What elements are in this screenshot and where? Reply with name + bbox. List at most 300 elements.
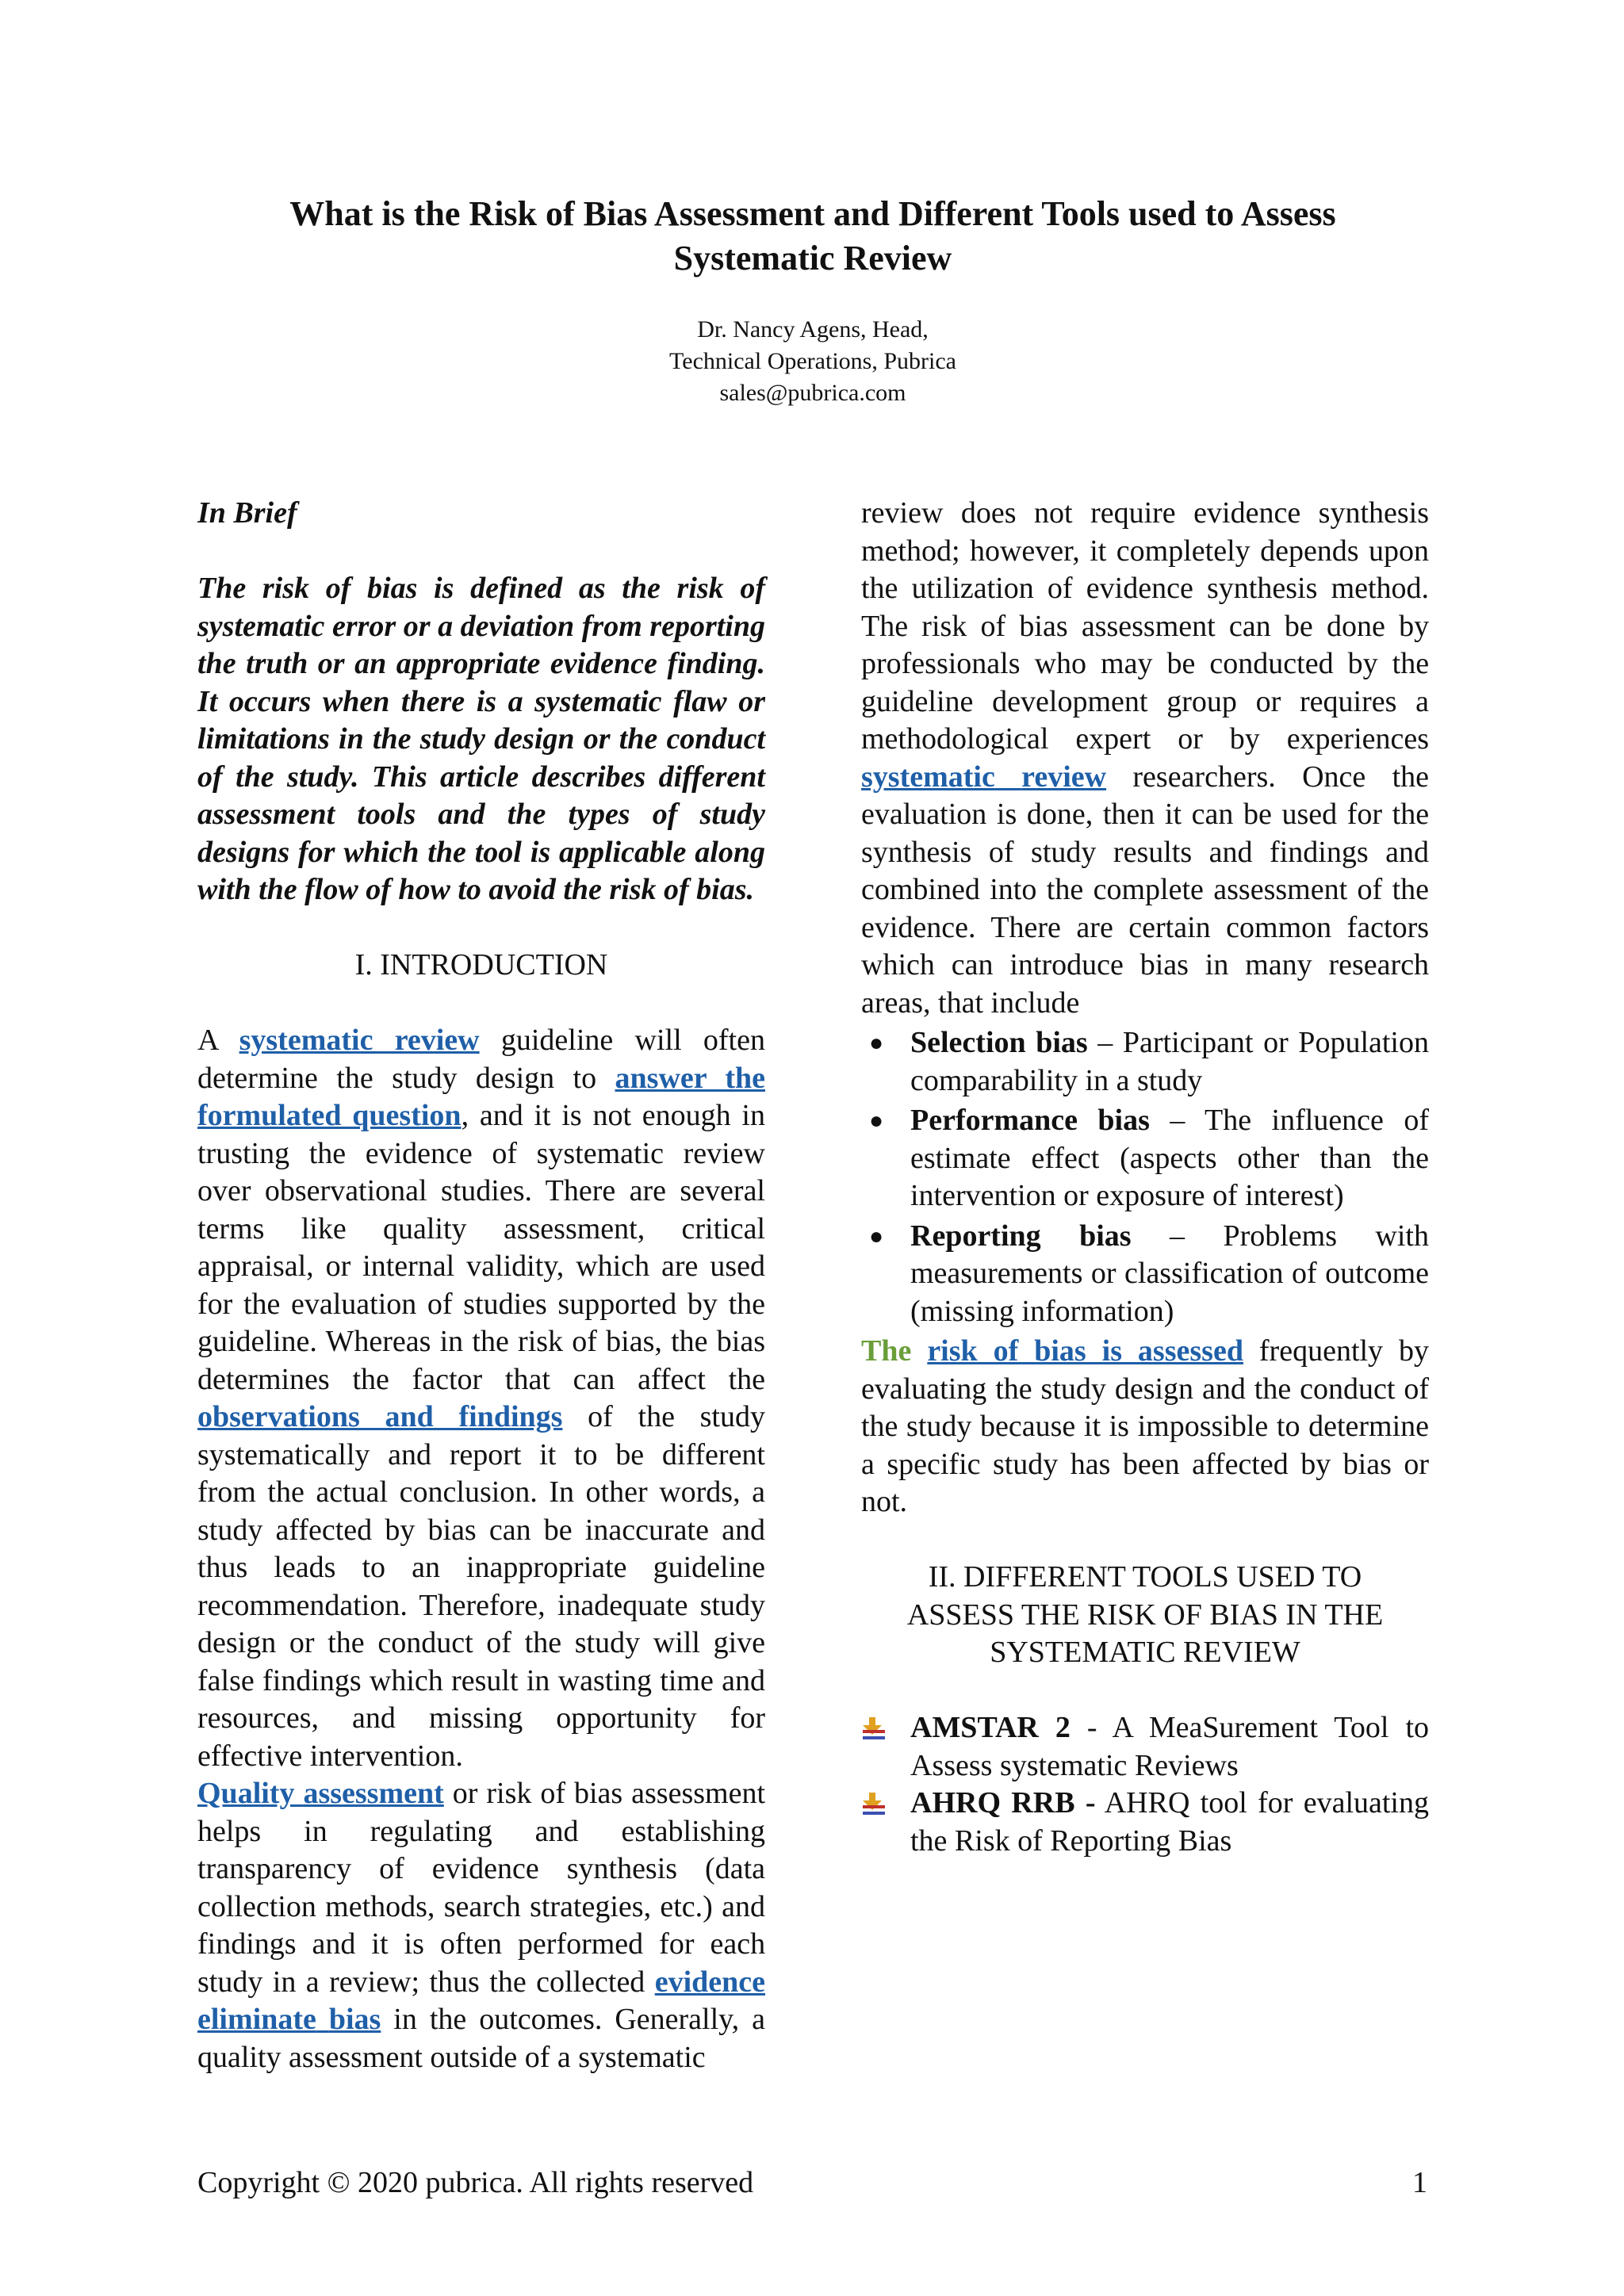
link-systematic-review[interactable]: systematic review	[239, 1024, 480, 1057]
text-run: systematic	[578, 2040, 706, 2074]
intro-heading: I. INTRODUCTION	[354, 948, 608, 982]
text-run: strategies,	[530, 1889, 652, 1923]
text-run: , and it is not enough in trusting the evidence of systematic review over observational studies. There are several terms like quality assessment, critical appraisal, or internal validity, which are used for the evaluation of studies supported by the guideline. Whereas in the risk of bias, the bias determines the factor that can affect the	[197, 1099, 765, 1396]
text-run: collected	[536, 1965, 645, 1999]
arrow-bullet-icon	[861, 1717, 888, 1741]
text-run	[502, 1927, 518, 1961]
text-run: establishing	[621, 1814, 766, 1848]
right-column	[861, 495, 1429, 1860]
text-run: evidence	[1193, 496, 1301, 530]
text-run	[282, 2041, 289, 2074]
text-run	[1204, 873, 1213, 906]
text-run: and	[534, 1814, 579, 1848]
brief-text: The risk of bias is defined as the risk of systematic error or a deviation from reporting the truth or an appropriate evidence finding. It occurs when there is a systematic flaw or limitations in the study design or the conduct of the study. This article describes different assessment tools and the types of study designs for which the tool is applicable along with the flow of how to avoid the risk of bias.	[197, 572, 765, 906]
text-run	[976, 911, 991, 944]
text-run: is	[996, 798, 1017, 831]
text-run: of	[1357, 873, 1383, 906]
text-run: of	[379, 1852, 404, 1885]
text-run	[1396, 685, 1415, 718]
text-run: etc.)	[660, 1889, 713, 1923]
bias-term: Selection bias	[910, 1026, 1088, 1059]
text-run	[419, 1965, 429, 1999]
text-run	[1203, 722, 1230, 756]
text-run	[1073, 572, 1086, 605]
text-run: into	[990, 873, 1037, 906]
tool-desc: - A MeaSurement Tool to Assess systematic Reviews	[910, 1711, 1429, 1782]
text-run: it	[1164, 798, 1182, 831]
text-run	[435, 1890, 443, 1923]
text-run	[1048, 722, 1075, 756]
text-run: research	[1328, 948, 1430, 982]
text-run: performed	[517, 1927, 644, 1961]
text-run	[1382, 873, 1392, 906]
bias-term: Reporting bias	[910, 1219, 1132, 1253]
text-run: not	[1034, 496, 1073, 530]
text-run	[579, 1815, 622, 1848]
link-answer-formulated-question[interactable]: answer the formulated question	[197, 1061, 765, 1132]
text-run	[1151, 722, 1178, 756]
text-run: and	[1208, 835, 1253, 869]
bias-desc: – The influence of estimate effect (aspects other than the intervention or exposure of interest)	[910, 1104, 1429, 1212]
link-systematic-review-2[interactable]: review	[1021, 760, 1107, 794]
text-run: search	[443, 1889, 521, 1923]
text-run	[1369, 836, 1386, 869]
text-run	[1005, 610, 1019, 643]
text-run: certain	[1128, 910, 1211, 944]
link-systematic-review-2[interactable]: systematic	[861, 760, 995, 794]
text-run	[1017, 798, 1027, 831]
text-run: the	[1046, 873, 1084, 906]
text-run: helps	[197, 1814, 262, 1848]
text-run	[1106, 760, 1132, 794]
text-run: risk	[921, 609, 967, 643]
text-run: results	[1113, 835, 1193, 869]
text-run	[1317, 572, 1331, 605]
text-run	[1021, 647, 1035, 680]
text-run: used	[1281, 798, 1338, 831]
bias-desc: – Participant or Population comparability in a study	[910, 1026, 1429, 1097]
text-run: be	[1166, 647, 1196, 680]
text-run: complete	[1093, 873, 1204, 906]
intro-paragraph-2	[197, 1775, 765, 2076]
text-run	[1152, 647, 1166, 680]
text-run	[943, 496, 960, 530]
text-run: for	[659, 1927, 695, 1961]
paper-title-line1: What is the Risk of Bias Assessment and Different Tools used to Assess	[289, 194, 1336, 233]
text-run	[1124, 948, 1140, 982]
text-run: by	[1399, 609, 1430, 643]
text-run: and	[312, 1927, 356, 1961]
text-run: of	[980, 609, 1006, 643]
text-run: is	[404, 1927, 424, 1961]
text-run	[935, 948, 952, 982]
text-run	[521, 1890, 530, 1923]
text-run	[643, 1927, 659, 1961]
text-run	[565, 1777, 574, 1810]
text-run: often	[439, 1927, 502, 1961]
intro-paragraph-1	[197, 1022, 765, 1775]
text-run	[1096, 836, 1113, 869]
bias-desc: – Problems with measurements or classification of outcome (missing information)	[910, 1219, 1429, 1328]
text-run	[983, 986, 991, 1020]
text-run: review	[861, 496, 944, 530]
link-observations-and-findings[interactable]: observations and findings	[197, 1400, 563, 1433]
text-run	[1365, 760, 1392, 794]
text-run	[1093, 798, 1103, 831]
text-run	[1014, 836, 1032, 869]
bullet-icon: ●	[869, 1030, 884, 1056]
text-run	[1331, 911, 1346, 944]
text-run: development	[992, 684, 1148, 718]
text-run	[1260, 722, 1287, 756]
text-run	[531, 1777, 540, 1810]
link-quality-assessment[interactable]: Quality	[197, 1777, 295, 1810]
text-run: evaluation	[861, 798, 987, 831]
text-run	[381, 2003, 393, 2036]
text-run: synthesis	[1318, 496, 1430, 530]
text-run	[1106, 534, 1116, 568]
text-run: findings	[197, 1927, 297, 1961]
text-run	[1113, 911, 1128, 944]
link-evidence-eliminate-bias[interactable]	[316, 2003, 329, 2036]
text-run	[1378, 647, 1392, 680]
paper-title	[198, 192, 1427, 281]
text-run	[1034, 572, 1048, 605]
text-run	[480, 1965, 489, 1999]
text-run: can	[1191, 798, 1234, 831]
text-run: by	[1229, 722, 1260, 756]
text-run: transparency	[197, 1852, 352, 1885]
text-run	[1276, 760, 1302, 794]
text-run: methods,	[325, 1889, 435, 1923]
text-run: Once	[1302, 760, 1366, 794]
text-run	[296, 1965, 305, 1999]
text-run	[694, 1927, 710, 1961]
text-run: a	[557, 2040, 571, 2074]
text-run	[492, 1815, 535, 1848]
text-run	[1300, 496, 1318, 530]
text-run	[651, 1890, 660, 1923]
text-run	[477, 1777, 486, 1810]
text-run	[908, 610, 921, 643]
text-run: done	[1326, 609, 1385, 643]
text-run: the	[861, 572, 898, 605]
text-run: thus	[429, 1965, 480, 1999]
text-run: methodological	[861, 722, 1049, 756]
heading-line: SYSTEMATIC REVIEW	[990, 1636, 1300, 1669]
text-run: of	[988, 835, 1014, 869]
text-run	[622, 1777, 631, 1810]
text-run	[550, 2041, 557, 2074]
text-run: expert	[1075, 722, 1151, 756]
list-item	[861, 1024, 1429, 1100]
text-run	[1359, 534, 1369, 568]
text-run	[1253, 836, 1270, 869]
link-evidence-eliminate-bias[interactable]: eliminate	[197, 2003, 316, 2036]
text-run: many	[1245, 948, 1312, 982]
text-run	[571, 2041, 579, 2074]
text-run: and	[1385, 835, 1429, 869]
text-run: The	[861, 609, 909, 643]
text-run: bias	[573, 1777, 623, 1810]
text-run: synthesis	[861, 835, 972, 869]
text-run: A	[197, 1024, 239, 1057]
text-run	[1176, 496, 1193, 530]
text-run: are	[1076, 910, 1113, 944]
text-run	[527, 1965, 536, 1999]
text-run	[645, 1965, 654, 1999]
text-run: in	[1205, 948, 1229, 982]
bullet-icon: ●	[869, 1223, 884, 1249]
heading-line: II. DIFFERENT TOOLS USED TO	[928, 1560, 1362, 1594]
bullet-icon: ●	[869, 1108, 884, 1134]
text-run	[517, 2041, 525, 2074]
author-affiliation: Technical Operations, Pubrica	[669, 348, 956, 374]
text-run: that	[938, 985, 984, 1020]
text-run	[1061, 911, 1076, 944]
text-run	[931, 986, 939, 1020]
text-run	[1216, 610, 1229, 643]
text-run: outcomes.	[479, 2003, 603, 2036]
text-run: a	[305, 1965, 320, 1999]
link-evidence-eliminate-bias[interactable]: bias	[328, 2003, 381, 2036]
text-run: (data	[705, 1852, 765, 1885]
text-run	[713, 1890, 722, 1923]
text-run: does	[960, 496, 1017, 530]
text-run: There	[990, 910, 1061, 944]
text-run: common	[1226, 910, 1332, 944]
text-run: frequently by evaluating the study design and the conduct of the study because it is impossible to determine a specific study has been affected by bias or not.	[861, 1334, 1430, 1518]
text-run	[1334, 647, 1348, 680]
text-run	[423, 2041, 431, 2074]
list-item	[861, 1785, 1429, 1860]
tool-desc: AHRQ tool for evaluating the Risk of Reporting Bias	[910, 1786, 1429, 1858]
text-run	[327, 1815, 370, 1848]
text-run: the	[1392, 647, 1430, 680]
link-systematic-review-2[interactable]	[995, 760, 1021, 794]
text-run: bias	[1139, 948, 1189, 982]
text-run: in	[272, 1965, 297, 1999]
text-run: assessment	[289, 2040, 423, 2074]
text-run: of	[1047, 572, 1073, 605]
bias-term: Performance bias	[910, 1104, 1150, 1137]
arrow-bullet-icon	[861, 1793, 888, 1816]
intro-paragraph-3	[861, 1333, 1429, 1521]
text-run: it	[1090, 534, 1107, 568]
text-run	[539, 1852, 567, 1885]
text-run: the	[489, 1965, 527, 1999]
text-run: include	[990, 985, 1080, 1020]
text-run: guideline	[861, 684, 974, 718]
text-run	[1228, 948, 1245, 982]
text-run	[1155, 798, 1165, 831]
text-run	[1189, 948, 1205, 982]
text-run: the	[1392, 798, 1430, 831]
text-run	[1195, 647, 1209, 680]
text-run: of the study systematically and report it to be different from the actual conclusion. In other words, a study affected by bias can be inaccurate and thus leads to an inappropriate guideline recommendation. Therefore, inadequate study design or the conduct of the study will give false findings which result in wasting time and resources, and missing opportunity for effective intervention.	[197, 1400, 765, 1773]
text-run: upon	[1369, 534, 1430, 568]
text-run: regulating	[370, 1814, 492, 1848]
text-run: synthesis	[566, 1852, 678, 1885]
text-run	[466, 2003, 479, 2036]
text-run: the	[1392, 760, 1430, 794]
text-run: can	[1228, 609, 1271, 643]
text-run: evidence	[1086, 572, 1193, 605]
text-run	[262, 1965, 272, 1999]
text-run	[1080, 534, 1090, 568]
link-risk-of-bias-assessed[interactable]: risk of bias is assessed	[927, 1334, 1243, 1368]
text-run	[973, 685, 992, 718]
text-run	[1182, 798, 1192, 831]
text-run	[1272, 798, 1282, 831]
text-run	[1083, 873, 1093, 906]
text-run: outside	[430, 2040, 518, 2074]
text-run	[1073, 496, 1090, 530]
text-run: depends	[1260, 534, 1359, 568]
text-run	[320, 1965, 329, 1999]
text-run: group	[1166, 684, 1237, 718]
text-run: researchers.	[1132, 760, 1276, 794]
section2-heading	[861, 1559, 1429, 1672]
text-run	[444, 1777, 453, 1810]
text-run	[1086, 647, 1101, 680]
text-run	[1233, 798, 1243, 831]
text-run	[1147, 685, 1166, 718]
tools-list	[861, 1709, 1429, 1860]
text-run	[677, 1852, 705, 1885]
text-run: quality	[197, 2040, 282, 2074]
text-run: it	[371, 1927, 389, 1961]
text-run	[355, 1927, 371, 1961]
text-run: evidence	[431, 1852, 539, 1885]
text-run	[1312, 948, 1329, 982]
text-run	[1017, 496, 1034, 530]
text-run: for	[1346, 798, 1383, 831]
text-run: of	[540, 1777, 565, 1810]
link-quality-assessment[interactable]: assessment	[303, 1777, 444, 1810]
text-run: Generally,	[615, 2003, 740, 2036]
text-run: professionals	[861, 647, 1021, 680]
text-run	[316, 1890, 325, 1923]
text-run: by	[1347, 647, 1378, 680]
text-run	[1382, 798, 1392, 831]
text-run: who	[1034, 647, 1087, 680]
link-quality-assessment[interactable]	[294, 1777, 303, 1810]
text-run	[1251, 534, 1260, 568]
text-run: method;	[861, 534, 960, 568]
list-item	[861, 1102, 1429, 1215]
author-email: sales@pubrica.com	[719, 380, 906, 406]
text-run	[1313, 610, 1327, 643]
text-run: study	[197, 1965, 263, 1999]
text-run: and	[722, 1889, 765, 1923]
text-run: evidence.	[861, 910, 976, 944]
text-run	[389, 1927, 404, 1961]
text-run: each	[710, 1927, 766, 1961]
green-lead: The	[861, 1334, 912, 1368]
tool-name: AMSTAR 2	[910, 1711, 1071, 1744]
text-run	[261, 1815, 304, 1848]
text-run: may	[1101, 647, 1153, 680]
text-run: can	[951, 948, 994, 982]
text-run	[297, 1927, 312, 1961]
heading-line: ASSESS THE RISK OF BIAS IN THE	[906, 1598, 1384, 1632]
text-run	[1192, 836, 1209, 869]
text-run: review;	[329, 1965, 420, 1999]
text-run: or	[452, 1777, 478, 1810]
text-run: then	[1102, 798, 1155, 831]
text-run: utilization	[911, 572, 1034, 605]
text-run: study	[1031, 835, 1097, 869]
text-run: risk	[486, 1777, 532, 1810]
text-run: of	[524, 2040, 550, 2074]
text-run: be	[1243, 798, 1272, 831]
text-run: factors	[1346, 910, 1430, 944]
text-run	[1281, 685, 1300, 718]
text-run	[960, 534, 970, 568]
bias-list	[861, 1024, 1429, 1330]
text-run	[351, 1852, 379, 1885]
text-run: however,	[969, 534, 1080, 568]
text-run	[967, 610, 980, 643]
text-run	[739, 2003, 752, 2036]
text-run: synthesis	[1207, 572, 1318, 605]
text-run: bias	[1019, 609, 1068, 643]
left-column	[197, 495, 765, 2076]
text-run: be	[1284, 609, 1313, 643]
text-run: collection	[197, 1889, 316, 1923]
text-run	[1337, 798, 1347, 831]
text-run	[1385, 610, 1399, 643]
text-run: assessment	[1213, 873, 1348, 906]
link-evidence-eliminate-bias[interactable]: evidence	[654, 1965, 766, 1999]
text-run	[602, 2003, 615, 2036]
text-run: which	[861, 948, 935, 982]
text-run: areas,	[861, 985, 931, 1020]
text-run: in	[393, 2003, 417, 2036]
author-block	[198, 314, 1427, 409]
brief-heading: In Brief	[197, 496, 297, 530]
text-run: combined	[861, 873, 980, 906]
author-name: Dr. Nancy Agens, Head,	[697, 316, 929, 342]
text-run: or	[1178, 722, 1203, 756]
list-item	[861, 1709, 1429, 1785]
text-run	[1193, 572, 1207, 605]
text-run: introduce	[1009, 948, 1124, 982]
tool-name: AHRQ RRB -	[910, 1786, 1096, 1820]
text-run: experiences	[1286, 722, 1430, 756]
text-run: a	[1415, 684, 1430, 718]
text-run: done,	[1026, 798, 1094, 831]
page-number: 1	[1412, 2166, 1427, 2199]
text-run	[1211, 911, 1226, 944]
text-run: requires	[1300, 684, 1397, 718]
text-run	[424, 1927, 440, 1961]
text-run	[1237, 685, 1256, 718]
continued-paragraph	[861, 495, 1429, 1022]
text-run	[980, 873, 990, 906]
text-run: conducted	[1209, 647, 1334, 680]
text-run	[1271, 610, 1285, 643]
text-run	[986, 798, 997, 831]
text-run	[1347, 873, 1357, 906]
text-run: the	[429, 2003, 467, 2036]
text-run	[404, 1852, 432, 1885]
text-run: or	[1255, 684, 1281, 718]
text-run: findings	[1270, 835, 1369, 869]
footer-copyright: Copyright © 2020 pubrica. All rights reserved	[197, 2166, 754, 2199]
text-run: in	[304, 1814, 327, 1848]
